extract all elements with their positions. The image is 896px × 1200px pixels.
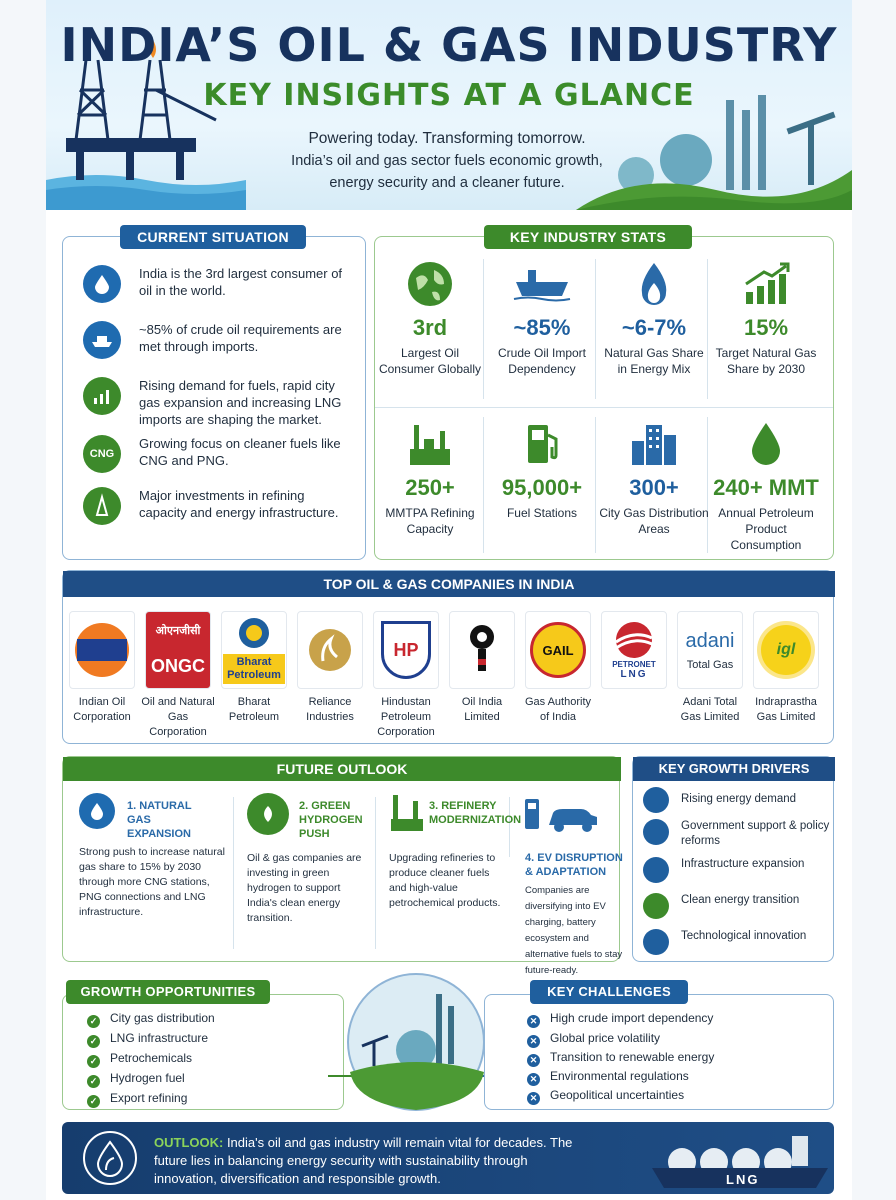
outlook-item-title: 2. GREEN HYDROGEN PUSH xyxy=(299,800,363,840)
outlook-item-text: Upgrading refineries to produce cleaner fuels and high-value petrochemical products. xyxy=(389,852,501,909)
opportunity-item: ✓ Petrochemicals xyxy=(87,1049,192,1067)
company-card xyxy=(217,611,291,725)
outlook-item-text: Strong push to increase natural gas share to 15% by 2030 through more CNG stations, PNG connections and LNG infrastructure. xyxy=(79,846,225,918)
adani-text: adani xyxy=(685,629,735,652)
company-card xyxy=(597,611,671,695)
stat-value: 240+ MMT xyxy=(713,475,819,500)
bpcl-bharat-text: Bharat xyxy=(236,656,272,668)
outlook-item-title: 4. EV DISRUPTION & ADAPTATION xyxy=(525,852,623,878)
company-card xyxy=(445,611,519,725)
petronet-lng-text: LNG xyxy=(620,669,648,680)
stat-card xyxy=(487,419,597,521)
stat-label: Target Natural Gas Share by 2030 xyxy=(715,346,817,376)
gear-icon xyxy=(643,929,669,955)
government-icon xyxy=(643,819,669,845)
driver-item xyxy=(643,857,829,889)
growth-drivers-title: KEY GROWTH DRIVERS xyxy=(633,757,835,781)
stat-card xyxy=(375,259,485,377)
hpcl-text: HP xyxy=(393,639,419,660)
stat-value: 95,000+ xyxy=(501,475,583,500)
outlook-item-title: 3. REFINERY MODERNIZATION xyxy=(429,800,522,826)
challenge-item: ✕ High crude import dependency xyxy=(527,1009,713,1027)
stat-card xyxy=(599,419,709,537)
stat-label: Natural Gas Share in Energy Mix xyxy=(604,346,704,376)
stat-label: City Gas Distribution Areas xyxy=(599,506,709,536)
companies-panel xyxy=(62,570,834,744)
ongc-hindi-text: ओएनजीसी xyxy=(155,625,201,637)
outlook-item-text: Oil & gas companies are investing in green hydrogen to support India's clean energy transition. xyxy=(247,852,362,924)
petronet-text: PETRONET xyxy=(612,660,656,669)
drop-icon xyxy=(711,419,821,469)
growth-opportunities-title: GROWTH OPPORTUNITIES xyxy=(66,980,270,1004)
company-name: Oil India Limited xyxy=(461,696,503,723)
situation-item xyxy=(83,265,353,313)
company-name: Indian Oil Corporation xyxy=(73,696,131,723)
ev-charging-icon xyxy=(523,795,603,835)
refinery-icon xyxy=(389,793,425,833)
outlook-item-text: Companies are diversifying into EV charging, battery ecosystem and alternative fuels to stay future-ready. xyxy=(525,885,623,976)
reliance-logo xyxy=(297,611,363,689)
outlook-banner xyxy=(62,1122,834,1194)
situation-item xyxy=(83,487,353,535)
page-subtitle: KEY INSIGHTS AT A GLANCE xyxy=(203,78,695,113)
company-name: Indraprastha Gas Limited xyxy=(755,696,817,723)
leaf-icon xyxy=(643,893,669,919)
tagline-line-3: energy security and a cleaner future. xyxy=(329,175,565,191)
outlook-label: OUTLOOK: xyxy=(154,1135,224,1150)
company-name: Oil and Natural Gas Corporation xyxy=(141,696,215,738)
stat-label: Crude Oil Import Dependency xyxy=(497,346,587,376)
tagline-line-1: Powering today. Transforming tomorrow. xyxy=(308,130,586,147)
stat-value: 250+ xyxy=(405,475,455,500)
challenges-title: KEY CHALLENGES xyxy=(530,980,688,1004)
company-name: Adani Total Gas Limited xyxy=(680,696,740,723)
globe-icon xyxy=(375,259,485,309)
company-card xyxy=(141,611,215,740)
adani-total-gas-text: Total Gas xyxy=(686,658,734,671)
tagline-line-2: India’s oil and gas sector fuels economic growth, xyxy=(291,153,603,169)
bpcl-logo xyxy=(221,611,287,689)
gail-logo xyxy=(525,611,591,689)
driver-text: Rising energy demand xyxy=(681,793,797,805)
stat-label: Fuel Stations xyxy=(506,506,578,520)
growth-drivers-panel xyxy=(632,756,834,962)
tagline xyxy=(232,128,662,194)
oil-drop-icon xyxy=(83,265,121,303)
situation-text: Rising demand for fuels, rapid city gas expansion and increasing LNG imports are shaping the market. xyxy=(139,378,342,427)
oil-india-logo xyxy=(449,611,515,689)
factory-icon xyxy=(375,419,485,469)
outlook-item-title: 1. NATURAL GAS EXPANSION xyxy=(127,800,192,840)
driver-text: Technological innovation xyxy=(681,930,807,942)
situation-text: Major investments in refining capacity and energy infrastructure. xyxy=(139,488,339,520)
driver-text: Government support & policy reforms xyxy=(681,820,830,847)
ongc-logo xyxy=(145,611,211,689)
sustainability-drop-icon xyxy=(82,1130,138,1186)
company-card xyxy=(293,611,367,725)
situation-item xyxy=(83,321,353,369)
company-card xyxy=(673,611,747,725)
company-card xyxy=(369,611,443,740)
opportunity-item: ✓ City gas distribution xyxy=(87,1009,215,1027)
company-name: Reliance Industries xyxy=(306,696,354,723)
driver-text: Clean energy transition xyxy=(681,894,800,906)
petronet-logo xyxy=(601,611,667,689)
company-card xyxy=(521,611,595,725)
stat-value: ~85% xyxy=(513,315,571,340)
company-card xyxy=(749,611,823,725)
company-card xyxy=(65,611,139,725)
stat-label: Largest Oil Consumer Globally xyxy=(378,346,482,376)
igl-logo xyxy=(753,611,819,689)
natural-gas-icon xyxy=(79,793,115,829)
future-outlook-panel xyxy=(62,756,623,976)
situation-item xyxy=(83,377,353,425)
flame-icon xyxy=(599,259,709,309)
stat-value: 3rd xyxy=(412,315,448,340)
hpcl-logo xyxy=(373,611,439,689)
situation-text: Growing focus on cleaner fuels like CNG and PNG. xyxy=(139,436,341,468)
igl-text: igl xyxy=(776,641,796,658)
stat-label: Annual Petroleum Product Consumption xyxy=(718,506,814,552)
challenge-item: ✕ Geopolitical uncertainties xyxy=(527,1086,684,1104)
opportunity-item: ✓ LNG infrastructure xyxy=(87,1029,208,1047)
stat-value: 300+ xyxy=(629,475,679,500)
future-outlook-title: FUTURE OUTLOOK xyxy=(63,757,621,781)
company-name: Hindustan Petroleum Corporation xyxy=(377,696,435,738)
header-banner xyxy=(46,0,852,210)
stat-value: ~6-7% xyxy=(621,315,687,340)
driver-text: Infrastructure expansion xyxy=(681,858,805,870)
opportunity-item: ✓ Hydrogen fuel xyxy=(87,1069,185,1087)
growth-chart-icon xyxy=(83,377,121,415)
stat-value: 15% xyxy=(743,315,789,340)
challenge-item: ✕ Environmental regulations xyxy=(527,1067,689,1085)
ongc-text: ONGC xyxy=(151,656,205,676)
growth-opportunities-panel xyxy=(62,994,344,1110)
indian-oil-logo xyxy=(69,611,135,689)
tanker-icon xyxy=(487,259,597,309)
driver-item xyxy=(643,893,829,925)
hydrogen-leaf-icon xyxy=(247,793,289,835)
infographic-page xyxy=(46,0,852,1200)
driver-item xyxy=(643,929,829,961)
city-icon xyxy=(599,419,709,469)
challenge-item: ✕ Global price volatility xyxy=(527,1029,660,1047)
stat-card xyxy=(711,259,821,377)
driver-item xyxy=(643,819,829,851)
situation-text: ~85% of crude oil requirements are met through imports. xyxy=(139,322,342,354)
people-icon xyxy=(643,787,669,813)
refinery-icon xyxy=(83,487,121,525)
cng-icon: CNG xyxy=(83,435,121,473)
situation-item xyxy=(83,435,353,483)
outlook-body: India's oil and gas industry will remain vital for decades. The future lies in balancing energy security with sustainability through innovation, diversification and responsible growth. xyxy=(154,1135,573,1186)
stat-label: MMTPA Refining Capacity xyxy=(385,506,475,536)
challenges-panel xyxy=(484,994,834,1110)
bar-growth-icon xyxy=(711,259,821,309)
industry-circle-illustration xyxy=(328,966,502,1116)
ship-icon xyxy=(83,321,121,359)
situation-text: India is the 3rd largest consumer of oil in the world. xyxy=(139,266,343,298)
page-title: INDIA’S OIL & GAS INDUSTRY xyxy=(60,18,838,72)
stat-card xyxy=(487,259,597,377)
stat-card xyxy=(711,419,821,553)
stat-card xyxy=(375,419,485,537)
outlook-text xyxy=(154,1134,574,1188)
infrastructure-icon xyxy=(643,857,669,883)
current-situation-title: CURRENT SITUATION xyxy=(120,225,306,249)
key-stats-title: KEY INDUSTRY STATS xyxy=(484,225,692,249)
challenge-item: ✕ Transition to renewable energy xyxy=(527,1048,714,1066)
lng-ship-label: LNG xyxy=(726,1172,760,1187)
gail-text: GAIL xyxy=(542,642,574,658)
companies-title: TOP OIL & GAS COMPANIES IN INDIA xyxy=(63,571,835,597)
bpcl-petroleum-text: Petroleum xyxy=(227,669,281,681)
current-situation-panel xyxy=(62,236,366,560)
company-name: Bharat Petroleum xyxy=(228,696,280,723)
driver-item xyxy=(643,787,829,819)
opportunity-item: ✓ Export refining xyxy=(87,1089,187,1107)
adani-logo xyxy=(677,611,743,689)
fuel-pump-icon xyxy=(487,419,597,469)
lng-tanker-illustration xyxy=(592,1122,834,1194)
company-name: Gas Authority of India xyxy=(524,696,592,723)
stat-card xyxy=(599,259,709,377)
key-stats-panel xyxy=(374,236,834,560)
